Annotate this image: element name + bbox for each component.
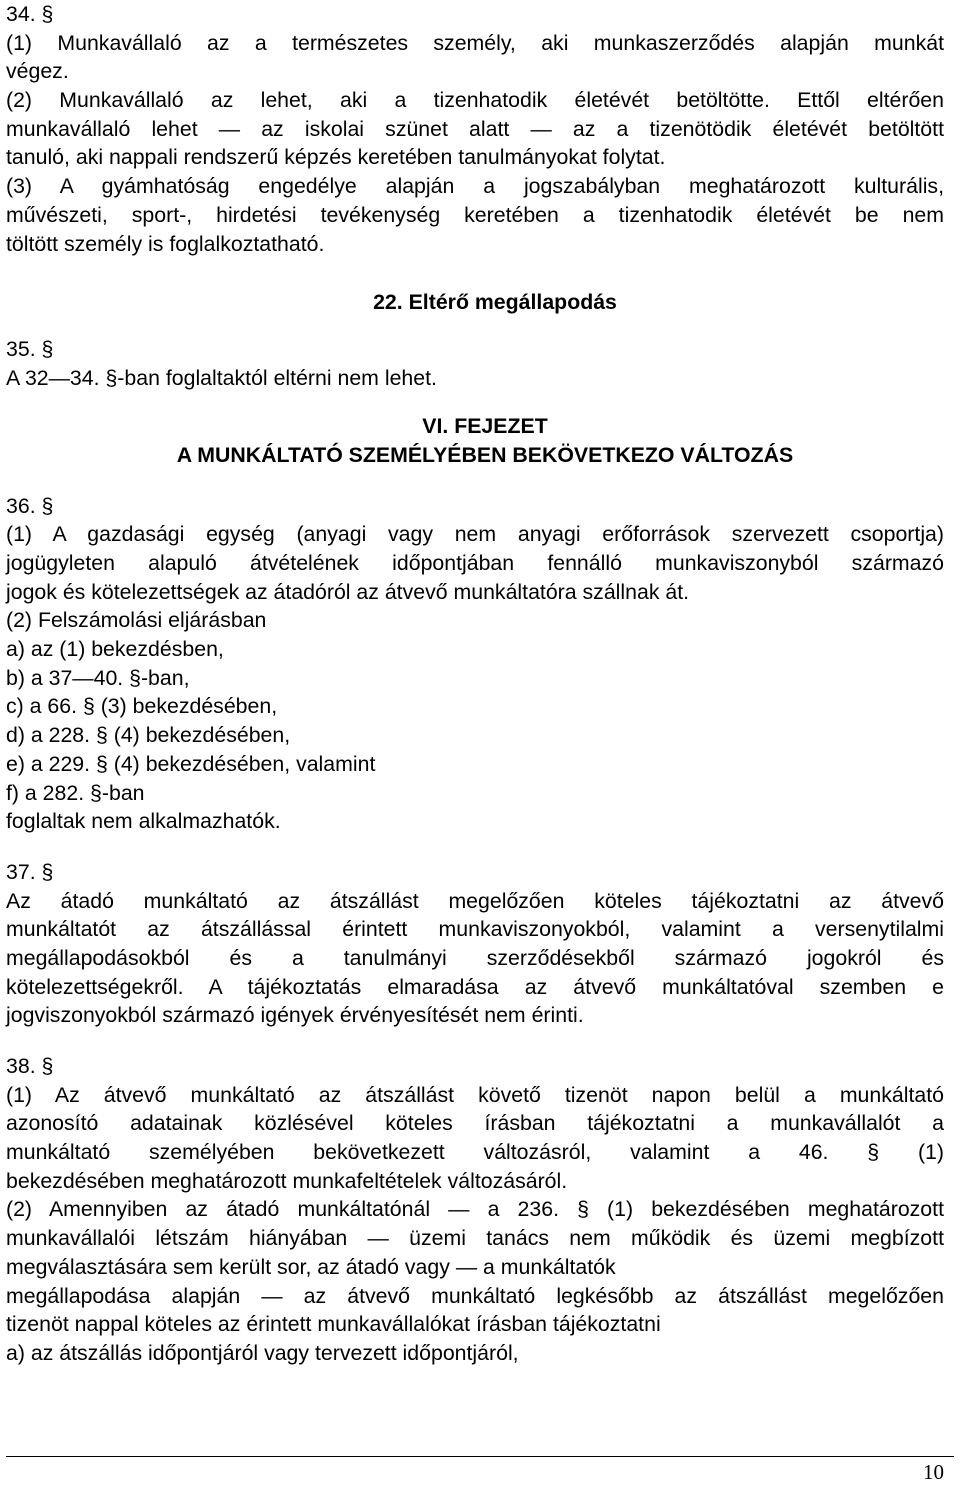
paragraph-line: (1) A gazdasági egység (anyagi vagy nem anyagi erőforrások szervezett csoportja) (6, 522, 944, 547)
paragraph-line: (2) Felszámolási eljárásban (6, 608, 267, 633)
paragraph-line: munkavállalói létszám hiányában — üzemi tanács nem működik és üzemi megbízott (6, 1226, 944, 1251)
list-item: c) a 66. § (3) bekezdésében, (6, 694, 278, 719)
paragraph-line: töltött személy is foglalkoztatható. (6, 231, 325, 256)
subsection-title: 22. Eltérő megállapodás (373, 290, 617, 315)
paragraph-line: művészeti, sport-, hirdetési tevékenység keretében a tizenhatodik életévét be nem (6, 202, 944, 227)
paragraph-line: munkáltató személyében bekövetkezett változásról, valamint a 46. § (1) (6, 1140, 944, 1165)
paragraph-line: végez. (6, 59, 69, 84)
list-item: f) a 282. §-ban (6, 780, 145, 805)
paragraph-line: tanuló, aki nappali rendszerű képzés keretében tanulmányokat folytat. (6, 145, 666, 170)
paragraph-line: tizenöt nappal köteles az érintett munkavállalókat írásban tájékoztatni (6, 1312, 661, 1337)
paragraph-line: A 32—34. §-ban foglaltaktól eltérni nem lehet. (6, 365, 437, 390)
paragraph-line: munkavállaló lehet — az iskolai szünet alatt — az a tizenötödik életévét betöltött (6, 116, 944, 141)
page-number: 10 (923, 1460, 944, 1484)
paragraph-line: megállapodásokból és a tanulmányi szerződésekből származó jogokról és (6, 945, 944, 970)
paragraph-line: azonosító adatainak közlésével köteles írásban tájékoztatni a munkavállalót a (6, 1111, 944, 1136)
paragraph-line: (3) A gyámhatóság engedélye alapján a jogszabályban meghatározott kulturális, (6, 174, 944, 199)
footer-divider (6, 1456, 954, 1457)
paragraph-line: (2) Amennyiben az átadó munkáltatónál — a 236. § (1) bekezdésében meghatározott (6, 1197, 944, 1222)
paragraph-line: megválasztására sem került sor, az átadó vagy — a munkáltatók (6, 1254, 616, 1279)
chapter-number: VI. FEJEZET (422, 414, 548, 439)
list-item: a) az átszállás időpontjáról vagy tervezett időpontjáról, (6, 1340, 519, 1365)
chapter-title: A MUNKÁLTATÓ SZEMÉLYÉBEN BEKÖVETKEZO VÁLTOZÁS (176, 442, 794, 467)
paragraph-line: jogviszonyokból származó igények érvényesítését nem érinti. (6, 1003, 584, 1028)
section-heading: 36. § (6, 493, 54, 518)
paragraph-line: (1) Munkavállaló az a természetes személy, aki munkaszerződés alapján munkát (6, 30, 944, 55)
paragraph-line: (1) Az átvevő munkáltató az átszállást követő tizenöt napon belül a munkáltató (6, 1082, 944, 1107)
paragraph-line: Az átadó munkáltató az átszállást megelőzően köteles tájékoztatni az átvevő (6, 888, 944, 913)
paragraph-line: foglaltak nem alkalmazhatók. (6, 809, 281, 834)
paragraph-line: jogügyleten alapuló átvételének időpontjában fennálló munkaviszonyból származó (6, 551, 944, 575)
list-item: d) a 228. § (4) bekezdésében, (6, 723, 291, 748)
paragraph-line: megállapodása alapján — az átvevő munkáltató legkésőbb az átszállást megelőzően (6, 1283, 944, 1308)
section-heading: 37. § (6, 859, 54, 884)
list-item: b) a 37—40. §-ban, (6, 665, 190, 690)
paragraph-line: (2) Munkavállaló az lehet, aki a tizenhatodik életévét betöltötte. Ettől eltérően (6, 88, 944, 113)
section-heading: 35. § (6, 336, 54, 361)
paragraph-line: bekezdésében meghatározott munkafeltételek változásáról. (6, 1168, 568, 1193)
list-item: a) az (1) bekezdésben, (6, 637, 224, 662)
section-heading: 34. § (6, 2, 54, 26)
paragraph-line: jogok és kötelezettségek az átadóról az átvevő munkáltatóra szállnak át. (6, 579, 690, 604)
paragraph-line: kötelezettségekről. A tájékoztatás elmaradása az átvevő munkáltatóval szemben e (6, 974, 944, 999)
section-heading: 38. § (6, 1054, 54, 1078)
paragraph-line: munkáltatót az átszállással érintett munkaviszonyokból, valamint a versenytilalmi (6, 917, 944, 942)
document-page (6, 0, 944, 1368)
list-item: e) a 229. § (4) bekezdésében, valamint (6, 751, 376, 776)
